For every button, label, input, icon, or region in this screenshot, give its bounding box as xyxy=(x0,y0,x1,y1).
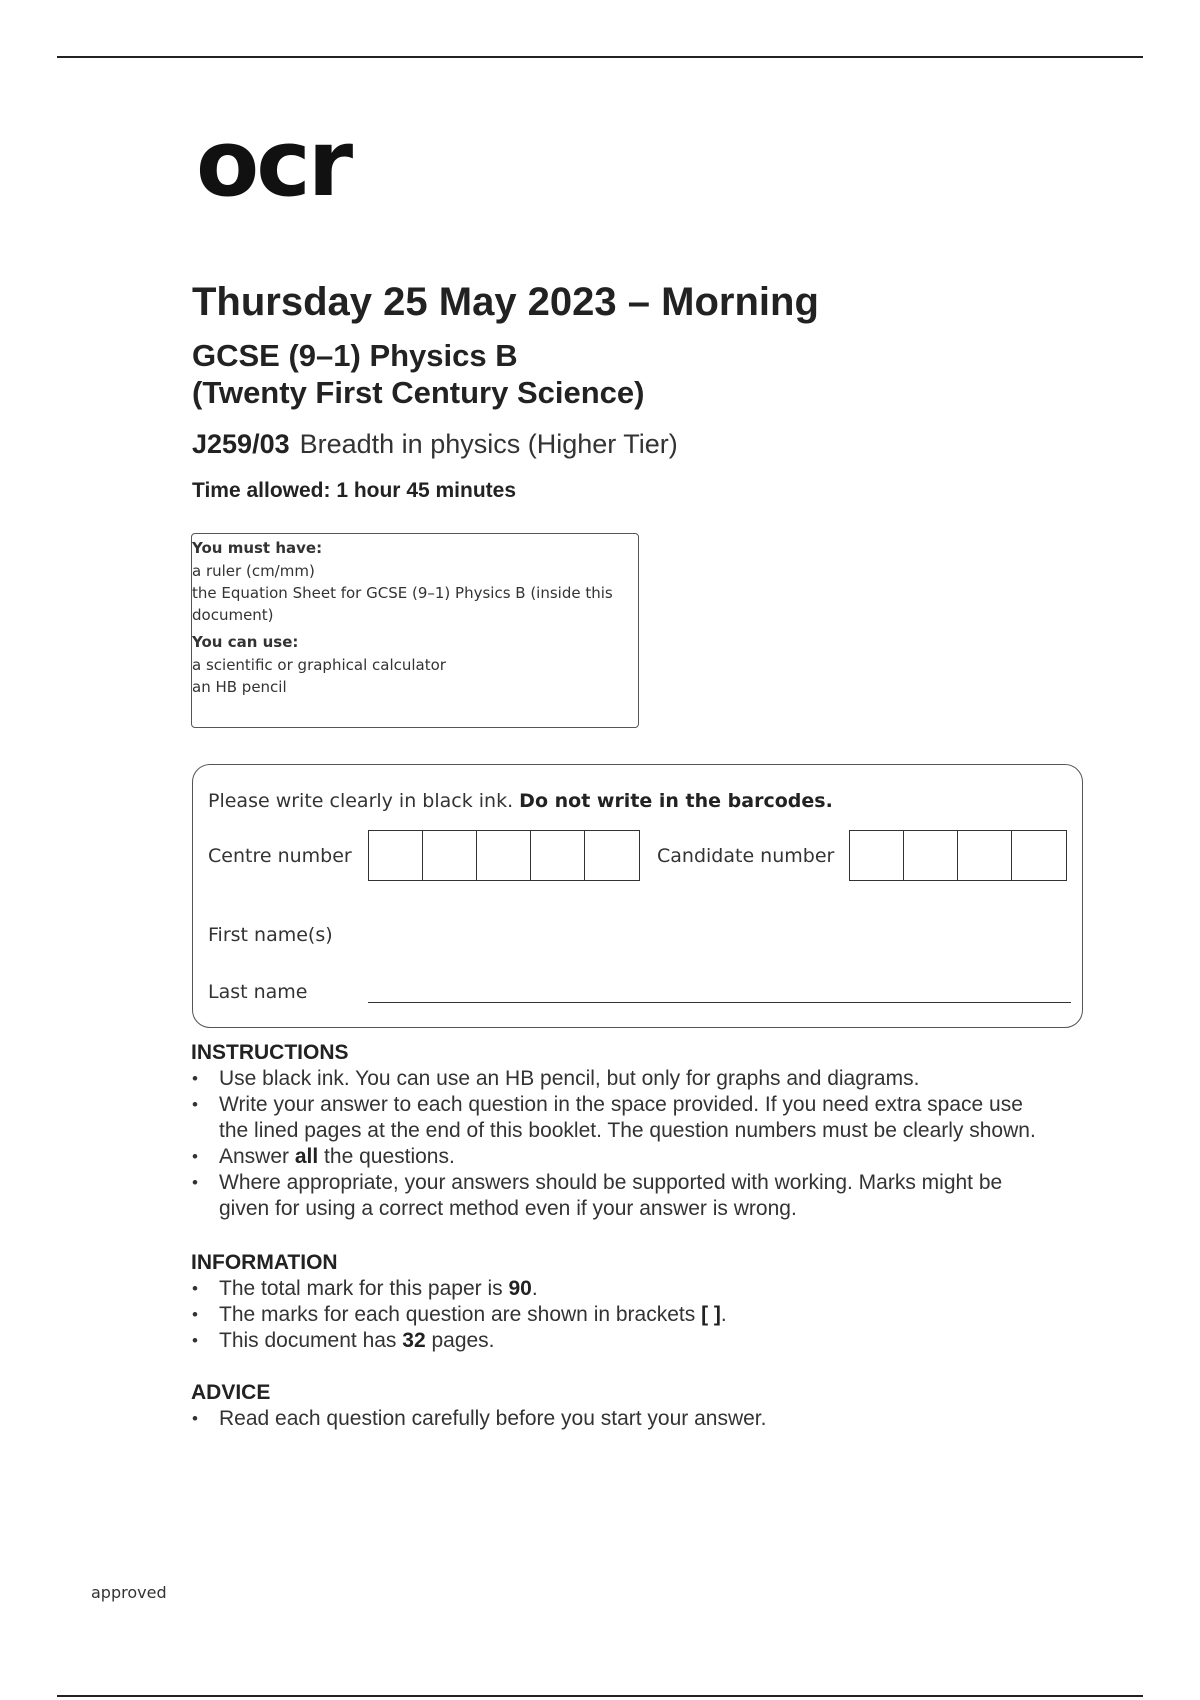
information-text: The marks for each question are shown in brackets xyxy=(219,1303,702,1326)
instruction-item: • Use black ink. You can use an HB pencil, but only for graphs and diagrams. xyxy=(191,1066,1036,1092)
paper-code-line xyxy=(192,428,678,460)
centre-number-label: Centre number xyxy=(208,845,352,867)
candidate-instruction-text: Please write clearly in black ink. xyxy=(208,790,520,812)
information-text: . xyxy=(531,1277,538,1300)
qualification-title xyxy=(192,337,644,411)
candidate-details-box xyxy=(192,764,1083,1028)
candidate-number-label: Candidate number xyxy=(657,845,835,867)
exam-date-title: Thursday 25 May 2023 – Morning xyxy=(192,280,819,324)
total-mark-value: 90 xyxy=(508,1277,532,1300)
centre-number-cell[interactable] xyxy=(531,831,585,880)
paper-code: J259/03 xyxy=(192,429,290,459)
information-item xyxy=(191,1328,727,1354)
instruction-line: Write your answer to each question in the space provided. If you need extra space use xyxy=(219,1093,1023,1116)
centre-number-boxes[interactable] xyxy=(368,830,640,881)
must-have-item: document) xyxy=(192,606,274,624)
instruction-item xyxy=(191,1092,1036,1144)
information-text: The total mark for this paper is xyxy=(219,1277,509,1300)
instructions-section xyxy=(191,1040,1036,1222)
instruction-bold: all xyxy=(294,1145,319,1168)
bottom-rule xyxy=(57,1695,1143,1697)
brackets-symbol: [ ] xyxy=(701,1303,721,1326)
information-text: pages. xyxy=(425,1329,495,1352)
information-heading: INFORMATION xyxy=(191,1251,338,1274)
advice-section xyxy=(191,1380,766,1432)
ocr-logo: ocr xyxy=(196,110,351,217)
can-use-item: a scientific or graphical calculator xyxy=(192,656,446,674)
qualification-line-2: (Twenty First Century Science) xyxy=(192,375,645,410)
instruction-item xyxy=(191,1144,1036,1170)
equipment-box xyxy=(191,533,639,728)
centre-number-cell[interactable] xyxy=(423,831,477,880)
centre-number-cell[interactable] xyxy=(585,831,639,880)
instruction-text: the questions. xyxy=(318,1145,455,1168)
instruction-line: the lined pages at the end of this booklet. The question numbers must be clearly shown. xyxy=(219,1119,1036,1142)
can-use-item: an HB pencil xyxy=(192,678,287,696)
candidate-number-cell[interactable] xyxy=(904,831,958,880)
advice-item: • Read each question carefully before you start your answer. xyxy=(191,1406,766,1432)
instruction-item xyxy=(191,1170,1036,1222)
advice-heading: ADVICE xyxy=(191,1381,271,1404)
qualification-line-1: GCSE (9–1) Physics B xyxy=(192,338,518,373)
information-text: . xyxy=(720,1303,727,1326)
instruction-line: Where appropriate, your answers should be supported with working. Marks might be xyxy=(219,1171,1003,1194)
must-have-item: the Equation Sheet for GCSE (9–1) Physics B (inside this xyxy=(192,584,613,602)
last-name-line[interactable] xyxy=(368,1002,1071,1003)
centre-number-cell[interactable] xyxy=(369,831,423,880)
centre-number-cell[interactable] xyxy=(477,831,531,880)
instruction-line: given for using a correct method even if your answer is wrong. xyxy=(219,1197,797,1220)
candidate-number-boxes[interactable] xyxy=(849,830,1067,881)
first-name-label: First name(s) xyxy=(208,924,333,946)
information-section xyxy=(191,1250,727,1354)
paper-title: Breadth in physics (Higher Tier) xyxy=(299,429,678,459)
top-rule xyxy=(57,56,1143,58)
information-item xyxy=(191,1302,727,1328)
candidate-number-cell[interactable] xyxy=(1012,831,1066,880)
can-use-heading: You can use: xyxy=(192,633,299,651)
page-count-value: 32 xyxy=(402,1329,426,1352)
instructions-heading: INSTRUCTIONS xyxy=(191,1041,349,1064)
information-text: This document has xyxy=(219,1329,403,1352)
instruction-text: Answer xyxy=(219,1145,295,1168)
time-allowed: Time allowed: 1 hour 45 minutes xyxy=(192,479,517,502)
must-have-item: a ruler (cm/mm) xyxy=(192,562,315,580)
candidate-instruction-bold: Do not write in the barcodes. xyxy=(519,790,833,812)
approved-label: approved xyxy=(91,1583,167,1602)
candidate-number-cell[interactable] xyxy=(850,831,904,880)
candidate-instruction xyxy=(208,790,833,812)
information-item xyxy=(191,1276,727,1302)
candidate-number-cell[interactable] xyxy=(958,831,1012,880)
must-have-heading: You must have: xyxy=(192,539,323,557)
last-name-label: Last name xyxy=(208,981,308,1003)
